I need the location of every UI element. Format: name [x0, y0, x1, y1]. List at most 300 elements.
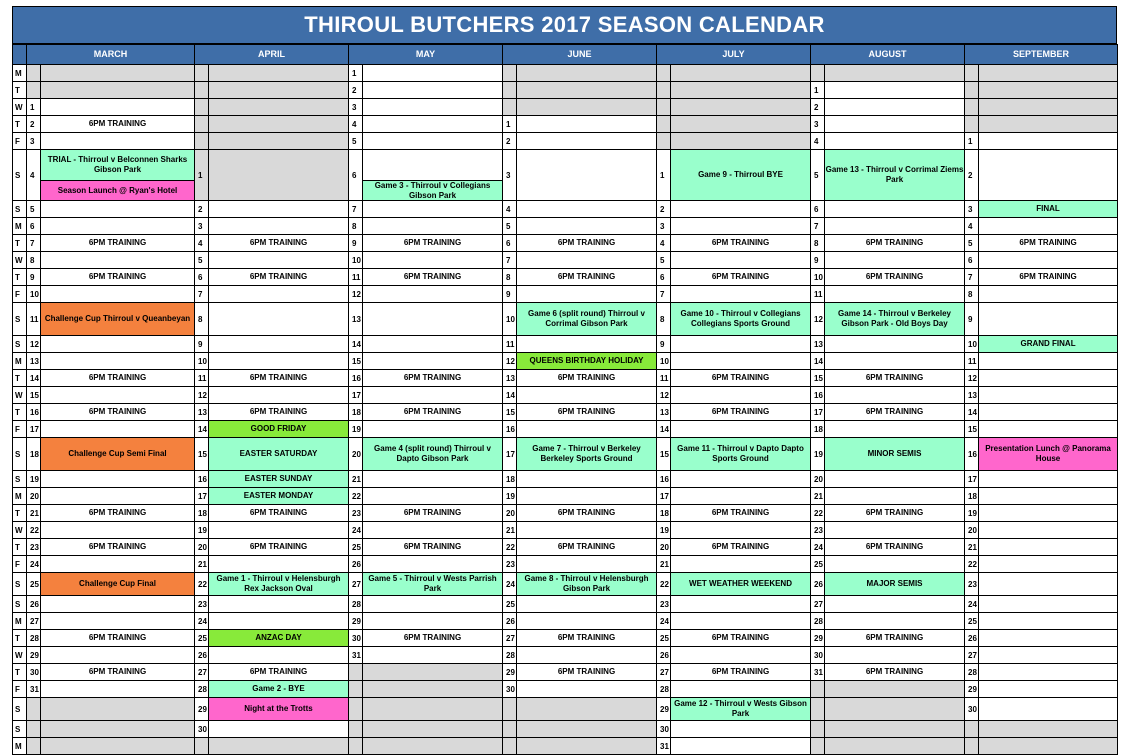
date-number: [27, 65, 41, 82]
event-cell: [517, 421, 657, 438]
date-number: 24: [349, 522, 363, 539]
event-cell: 6PM TRAINING: [671, 630, 811, 647]
date-number: 14: [657, 421, 671, 438]
date-number: 10: [27, 286, 41, 303]
event-cell: 6PM TRAINING: [41, 505, 195, 522]
event-cell: Game 4 (split round) Thirroul v Dapto Gibson Park: [363, 438, 503, 471]
date-number: 7: [811, 218, 825, 235]
date-number: 9: [195, 336, 209, 353]
date-number: [965, 99, 979, 116]
date-number: 23: [965, 573, 979, 596]
event-cell: 6PM TRAINING: [671, 664, 811, 681]
month-header: JULY: [657, 45, 811, 65]
event-cell: 6PM TRAINING: [41, 116, 195, 133]
date-number: 16: [811, 387, 825, 404]
calendar-row: [13, 99, 1118, 116]
event-cell: [209, 82, 349, 99]
weekday-letter: F: [13, 286, 27, 303]
event-cell: [41, 252, 195, 269]
event-cell: 6PM TRAINING: [363, 539, 503, 556]
event-cell: [41, 387, 195, 404]
calendar-row: [13, 505, 1118, 522]
date-number: 6: [965, 252, 979, 269]
weekday-letter: M: [13, 65, 27, 82]
calendar-row: [13, 336, 1118, 353]
event-cell: [41, 336, 195, 353]
date-number: 14: [965, 404, 979, 421]
event-cell: [825, 116, 965, 133]
event-cell: 6PM TRAINING: [671, 370, 811, 387]
event-cell: [363, 133, 503, 150]
date-number: 5: [503, 218, 517, 235]
date-number: 16: [657, 471, 671, 488]
date-number: 17: [27, 421, 41, 438]
date-number: [811, 721, 825, 738]
date-number: 30: [195, 721, 209, 738]
date-number: 27: [965, 647, 979, 664]
calendar-row: [13, 596, 1118, 613]
date-number: 30: [657, 721, 671, 738]
date-number: [965, 82, 979, 99]
event-cell: 6PM TRAINING: [517, 664, 657, 681]
event-cell: [825, 99, 965, 116]
date-number: 16: [349, 370, 363, 387]
event-cell: [979, 471, 1118, 488]
date-number: 13: [965, 387, 979, 404]
event-cell: Game 1 - Thirroul v Helensburgh Rex Jackson Oval: [209, 573, 349, 596]
calendar-row: [13, 303, 1118, 336]
event-cell: [979, 505, 1118, 522]
event-cell: [979, 218, 1118, 235]
event-cell: 6PM TRAINING: [517, 630, 657, 647]
event-cell: Game 8 - Thirroul v Helensburgh Gibson Park: [517, 573, 657, 596]
event-cell: [671, 421, 811, 438]
event-cell: 6PM TRAINING: [41, 539, 195, 556]
date-number: 27: [195, 664, 209, 681]
date-number: 26: [349, 556, 363, 573]
event-cell: [363, 681, 503, 698]
event-cell: [671, 218, 811, 235]
weekday-letter: S: [13, 721, 27, 738]
event-cell: [517, 201, 657, 218]
event-cell: [671, 99, 811, 116]
date-number: 14: [503, 387, 517, 404]
event-cell: [979, 404, 1118, 421]
date-number: 13: [349, 303, 363, 336]
date-number: 7: [195, 286, 209, 303]
date-number: 23: [349, 505, 363, 522]
event-cell: [363, 201, 503, 218]
event-cell: [363, 286, 503, 303]
event-cell: [209, 218, 349, 235]
date-number: 19: [811, 438, 825, 471]
event-cell: [979, 82, 1118, 99]
date-number: 26: [811, 573, 825, 596]
weekday-letter: W: [13, 647, 27, 664]
month-header: MAY: [349, 45, 503, 65]
date-number: 23: [195, 596, 209, 613]
date-number: 9: [965, 303, 979, 336]
event-cell: 6PM TRAINING: [979, 235, 1118, 252]
date-number: 29: [503, 664, 517, 681]
event-cell: [825, 218, 965, 235]
month-header-row: [13, 45, 1118, 65]
date-number: 23: [503, 556, 517, 573]
event-cell: EASTER SATURDAY: [209, 438, 349, 471]
date-number: 3: [811, 116, 825, 133]
date-number: 1: [965, 133, 979, 150]
date-number: 21: [27, 505, 41, 522]
event-cell: 6PM TRAINING: [209, 404, 349, 421]
weekday-letter: T: [13, 235, 27, 252]
date-number: 7: [349, 201, 363, 218]
date-number: 10: [965, 336, 979, 353]
event-cell: Night at the Trotts: [209, 698, 349, 721]
event-cell: [671, 133, 811, 150]
month-header: AUGUST: [811, 45, 965, 65]
event-cell: [209, 252, 349, 269]
month-header: APRIL: [195, 45, 349, 65]
date-number: [657, 133, 671, 150]
date-number: [657, 99, 671, 116]
event-cell: [41, 150, 195, 201]
date-number: [811, 698, 825, 721]
event-cell: [517, 116, 657, 133]
weekday-letter: S: [13, 336, 27, 353]
date-number: 24: [657, 613, 671, 630]
event-cell: [979, 488, 1118, 505]
event-cell: 6PM TRAINING: [671, 505, 811, 522]
event-cell: [209, 286, 349, 303]
event-cell: Presentation Lunch @ Panorama House: [979, 438, 1118, 471]
calendar-sheet: [12, 6, 1117, 755]
date-number: 18: [965, 488, 979, 505]
event-cell: [209, 596, 349, 613]
event-cell: [363, 65, 503, 82]
weekday-letter: S: [13, 201, 27, 218]
date-number: 10: [811, 269, 825, 286]
event-cell: [363, 353, 503, 370]
event-cell: [363, 150, 503, 201]
event-cell: Game 11 - Thirroul v Dapto Dapto Sports Ground: [671, 438, 811, 471]
event-cell: 6PM TRAINING: [209, 664, 349, 681]
event-cell: 6PM TRAINING: [209, 370, 349, 387]
event-cell: [41, 596, 195, 613]
date-number: 29: [27, 647, 41, 664]
event-cell: [825, 698, 965, 721]
event-cell: [671, 721, 811, 738]
date-number: 28: [27, 630, 41, 647]
event-cell: [41, 65, 195, 82]
event-cell: [41, 681, 195, 698]
event-cell: 6PM TRAINING: [41, 404, 195, 421]
event-cell: [517, 218, 657, 235]
date-number: 9: [657, 336, 671, 353]
event-cell: [209, 522, 349, 539]
date-number: 2: [811, 99, 825, 116]
date-number: [811, 681, 825, 698]
weekday-letter: S: [13, 573, 27, 596]
event-cell: [825, 471, 965, 488]
date-number: 15: [349, 353, 363, 370]
event-cell: Challenge Cup Semi Final: [41, 438, 195, 471]
event-cell: 6PM TRAINING: [825, 664, 965, 681]
weekday-letter: S: [13, 596, 27, 613]
date-number: 11: [657, 370, 671, 387]
event-cell: [517, 721, 657, 738]
calendar-row: [13, 370, 1118, 387]
date-number: 25: [811, 556, 825, 573]
event-cell: [671, 336, 811, 353]
date-number: 5: [657, 252, 671, 269]
calendar-row: [13, 286, 1118, 303]
weekday-letter: M: [13, 218, 27, 235]
event-cell: [209, 647, 349, 664]
date-number: [195, 116, 209, 133]
date-number: 4: [811, 133, 825, 150]
event-cell: [363, 471, 503, 488]
date-number: 17: [503, 438, 517, 471]
date-number: 28: [195, 681, 209, 698]
date-number: 8: [349, 218, 363, 235]
event-cell: [979, 99, 1118, 116]
date-number: 21: [349, 471, 363, 488]
event-cell: 6PM TRAINING: [671, 539, 811, 556]
calendar-row: [13, 681, 1118, 698]
calendar-row: [13, 387, 1118, 404]
event-cell: [363, 303, 503, 336]
date-number: 15: [811, 370, 825, 387]
date-number: 21: [657, 556, 671, 573]
date-number: 29: [657, 698, 671, 721]
weekday-letter: M: [13, 353, 27, 370]
date-number: 28: [811, 613, 825, 630]
date-number: [657, 65, 671, 82]
weekday-letter: T: [13, 505, 27, 522]
date-number: 29: [965, 681, 979, 698]
date-number: 3: [195, 218, 209, 235]
event-cell: 6PM TRAINING: [517, 404, 657, 421]
date-number: 30: [503, 681, 517, 698]
event-cell: [979, 353, 1118, 370]
event-cell: [671, 116, 811, 133]
date-number: 4: [27, 150, 41, 201]
date-number: 4: [503, 201, 517, 218]
event-cell: [209, 303, 349, 336]
date-number: 18: [349, 404, 363, 421]
date-number: 8: [811, 235, 825, 252]
event-cell: 6PM TRAINING: [825, 404, 965, 421]
date-number: 11: [27, 303, 41, 336]
date-number: 28: [349, 596, 363, 613]
event-cell: [979, 133, 1118, 150]
event-cell: [363, 721, 503, 738]
date-number: [503, 82, 517, 99]
calendar-row: [13, 630, 1118, 647]
date-number: 20: [965, 522, 979, 539]
calendar-row: [13, 539, 1118, 556]
date-number: 19: [503, 488, 517, 505]
weekday-letter: F: [13, 556, 27, 573]
date-number: 12: [965, 370, 979, 387]
event-cell: Game 9 - Thirroul BYE: [671, 150, 811, 201]
event-cell: [671, 252, 811, 269]
weekday-letter: S: [13, 438, 27, 471]
date-number: 21: [965, 539, 979, 556]
event-cell: [671, 596, 811, 613]
date-number: [195, 82, 209, 99]
date-number: 5: [27, 201, 41, 218]
date-number: 10: [195, 353, 209, 370]
date-number: 18: [657, 505, 671, 522]
date-number: 23: [811, 522, 825, 539]
weekday-letter: S: [13, 303, 27, 336]
event-cell: [209, 65, 349, 82]
date-number: 11: [349, 269, 363, 286]
date-number: 23: [27, 539, 41, 556]
calendar-row: [13, 235, 1118, 252]
date-number: 1: [195, 150, 209, 201]
date-number: 22: [965, 556, 979, 573]
calendar-row: [13, 252, 1118, 269]
event-cell: [209, 99, 349, 116]
date-number: 25: [27, 573, 41, 596]
date-number: 19: [657, 522, 671, 539]
event-cell: [41, 522, 195, 539]
date-number: 17: [965, 471, 979, 488]
event-cell: [363, 387, 503, 404]
date-number: 3: [965, 201, 979, 218]
date-number: 5: [811, 150, 825, 201]
event-cell: [41, 721, 195, 738]
calendar-row: [13, 721, 1118, 738]
event-cell: 6PM TRAINING: [209, 505, 349, 522]
date-number: 4: [657, 235, 671, 252]
event-cell: 6PM TRAINING: [671, 269, 811, 286]
weekday-letter: M: [13, 738, 27, 755]
event-cell: [517, 133, 657, 150]
event-cell: [825, 353, 965, 370]
date-number: [349, 721, 363, 738]
event-cell: [41, 556, 195, 573]
event-cell: 6PM TRAINING: [41, 235, 195, 252]
event-cell: [363, 556, 503, 573]
weekday-letter: T: [13, 370, 27, 387]
month-header: SEPTEMBER: [965, 45, 1118, 65]
event-cell: [517, 488, 657, 505]
event-cell: [825, 596, 965, 613]
date-number: 25: [503, 596, 517, 613]
weekday-letter: T: [13, 539, 27, 556]
calendar-row: [13, 404, 1118, 421]
event-cell: [209, 613, 349, 630]
date-number: 2: [657, 201, 671, 218]
date-number: 31: [811, 664, 825, 681]
event-cell: Game 5 - Thirroul v Wests Parrish Park: [363, 573, 503, 596]
event-top: [363, 150, 502, 180]
event-cell: 6PM TRAINING: [363, 235, 503, 252]
date-number: 17: [349, 387, 363, 404]
date-number: 26: [27, 596, 41, 613]
date-number: 28: [965, 664, 979, 681]
event-cell: FINAL: [979, 201, 1118, 218]
date-number: 29: [349, 613, 363, 630]
event-cell: [517, 252, 657, 269]
event-cell: [517, 471, 657, 488]
event-cell: [825, 613, 965, 630]
date-number: [27, 698, 41, 721]
date-number: 12: [195, 387, 209, 404]
event-cell: [41, 201, 195, 218]
calendar-title: THIROUL BUTCHERS 2017 SEASON CALENDAR: [12, 6, 1117, 44]
date-number: [195, 99, 209, 116]
event-cell: [671, 65, 811, 82]
event-cell: Challenge Cup Thirroul v Queanbeyan: [41, 303, 195, 336]
event-cell: GOOD FRIDAY: [209, 421, 349, 438]
date-number: 17: [657, 488, 671, 505]
date-number: 15: [27, 387, 41, 404]
event-cell: [517, 522, 657, 539]
date-number: 15: [657, 438, 671, 471]
date-number: 12: [657, 387, 671, 404]
event-cell: [979, 116, 1118, 133]
date-number: 6: [349, 150, 363, 201]
date-number: 11: [965, 353, 979, 370]
event-cell: Game 12 - Thirroul v Wests Gibson Park: [671, 698, 811, 721]
event-cell: 6PM TRAINING: [671, 235, 811, 252]
event-cell: [825, 387, 965, 404]
event-cell: [41, 99, 195, 116]
event-cell: ANZAC DAY: [209, 630, 349, 647]
date-number: 22: [27, 522, 41, 539]
event-cell: [979, 65, 1118, 82]
date-number: 5: [195, 252, 209, 269]
event-cell: [41, 471, 195, 488]
weekday-letter: S: [13, 150, 27, 201]
date-number: 1: [657, 150, 671, 201]
date-number: 6: [27, 218, 41, 235]
date-number: 4: [965, 218, 979, 235]
event-cell: 6PM TRAINING: [517, 505, 657, 522]
event-cell: [979, 613, 1118, 630]
event-cell: [979, 647, 1118, 664]
event-cell: [363, 99, 503, 116]
calendar-row: [13, 556, 1118, 573]
date-number: 2: [965, 150, 979, 201]
event-cell: 6PM TRAINING: [517, 370, 657, 387]
calendar-row: [13, 421, 1118, 438]
date-number: 3: [27, 133, 41, 150]
event-cell: [825, 65, 965, 82]
event-cell: [209, 116, 349, 133]
event-cell: [825, 522, 965, 539]
event-cell: [363, 82, 503, 99]
date-number: 27: [349, 573, 363, 596]
event-cell: [209, 336, 349, 353]
date-number: 13: [195, 404, 209, 421]
date-number: [349, 664, 363, 681]
event-cell: [517, 286, 657, 303]
event-cell: [671, 613, 811, 630]
event-cell: [979, 556, 1118, 573]
event-cell: [41, 82, 195, 99]
date-number: 24: [27, 556, 41, 573]
date-number: 30: [965, 698, 979, 721]
event-cell: 6PM TRAINING: [825, 370, 965, 387]
event-cell: 6PM TRAINING: [363, 505, 503, 522]
date-number: 10: [503, 303, 517, 336]
event-cell: [979, 421, 1118, 438]
